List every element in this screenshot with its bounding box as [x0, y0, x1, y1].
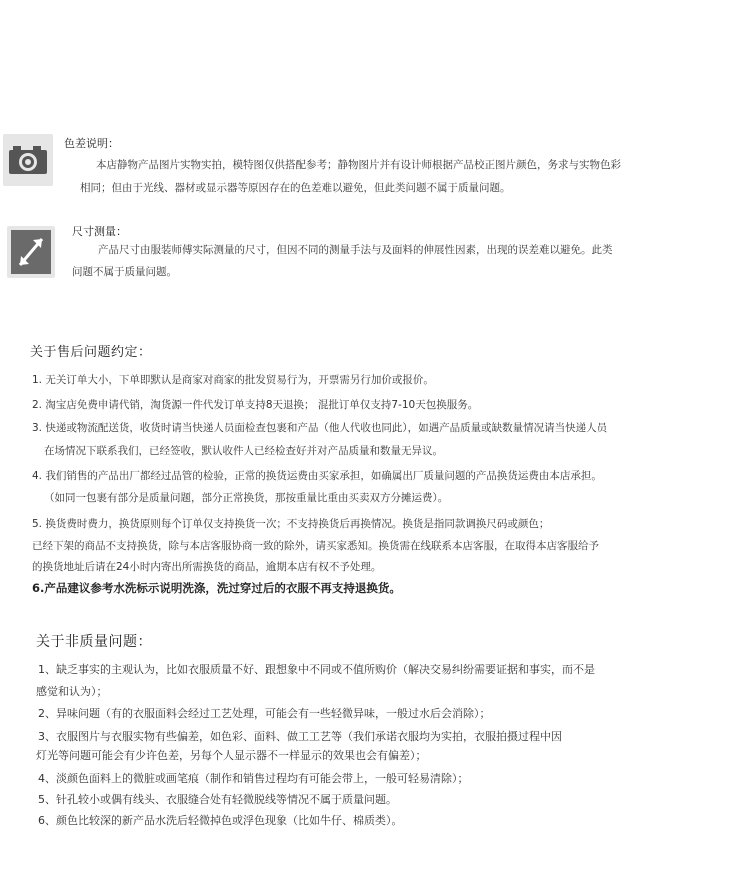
after-sales-heading: 关于售后问题约定： [30, 345, 152, 360]
after-sales-item-1: 1. 无关订单大小，下单即默认是商家对商家的批发贸易行为，开票需另行加价或报价。 [32, 374, 434, 386]
non-quality-item-1-line-1: 1、缺乏事实的主观认为，比如衣服质量不好、跟想象中不同或不值所购价（解决交易纠纷需要证据和事实，而不是 [38, 663, 595, 676]
after-sales-item-3-line-2: 在场情况下联系我们，已经签收，默认收件人已经检查好并对产品质量和数量无异议。 [44, 445, 443, 457]
after-sales-item-3-line-1: 3. 快递或物流配送货，收货时请当快递人员面检查包裹和产品（他人代收也同此），如遇产品质量或缺数量情况请当快递人员 [32, 422, 608, 434]
size-note-title: 尺寸测量： [72, 225, 127, 238]
color-note-line-1: 本店静物产品图片实物实拍，模特图仅供搭配参考；静物图片并有设计师根据产品校正图片颜色，务求与实物色彩 [96, 159, 621, 171]
camera-icon [3, 134, 53, 186]
non-quality-item-6: 6、颜色比较深的新产品水洗后轻微掉色或浮色现象（比如牛仔、棉质类）。 [38, 814, 403, 827]
after-sales-item-4-line-2: （如同一包裹有部分是质量问题，部分正常换货，那按重量比重由买卖双方分摊运费）。 [44, 492, 449, 504]
after-sales-item-4-line-1: 4. 我们销售的产品出厂都经过品管的检验，正常的换货运费由买家承担，如确属出厂质量问题的产品换货运费由本店承担。 [32, 470, 602, 482]
non-quality-item-3-line-2: 灯光等问题可能会有少许色差，另每个人显示器不一样显示的效果也会有偏差）； [36, 749, 427, 762]
resize-arrow-icon [7, 226, 55, 278]
after-sales-item-5-line-2: 已经下架的商品不支持换货，除与本店客服协商一致的除外，请买家悉知。换货需在线联系本店客服，在取得本店客服给予 [32, 540, 599, 552]
after-sales-item-5-line-3: 的换货地址后请在24小时内寄出所需换货的商品，逾期本店有权不予处理。 [32, 561, 382, 573]
non-quality-item-4: 4、淡颜色面料上的微脏或画笔痕（制作和销售过程均有可能会带上，一般可轻易清除）； [38, 772, 469, 785]
non-quality-item-3-line-1: 3、衣服图片与衣服实物有些偏差，如色彩、面料、做工工艺等（我们承诺衣服均为实拍，衣服拍摄过程中因 [38, 730, 562, 743]
non-quality-item-1-line-2: 感觉和认为）； [36, 685, 108, 698]
after-sales-item-2: 2. 淘宝店免费申请代销，淘货源一件代发订单支持8天退换； 混批订单仅支持7-10天包换服务。 [32, 399, 479, 411]
non-quality-item-2: 2、异味问题（有的衣服面料会经过工艺处理，可能会有一些轻微异味，一般过水后会消除）； [38, 707, 491, 720]
size-note-line-2: 问题不属于质量问题。 [72, 266, 177, 278]
color-note-line-2: 相同；但由于光线、器材或显示器等原因存在的色差难以避免，但此类问题不属于质量问题。 [80, 182, 511, 194]
size-note-line-1: 产品尺寸由服装师傅实际测量的尺寸，但因不同的测量手法与及面料的伸展性因素，出现的误差难以避免。此类 [98, 244, 613, 256]
non-quality-heading: 关于非质量问题： [36, 634, 152, 650]
after-sales-item-5-line-1: 5. 换货费时费力，换货原则每个订单仅支持换货一次；不支持换货后再换情况。换货是指同款调换尺码或颜色； [32, 518, 550, 530]
color-note-title: 色差说明： [64, 137, 119, 150]
after-sales-item-6: 6.产品建议参考水洗标示说明洗涤，洗过穿过后的衣服不再支持退换货。 [32, 581, 401, 595]
non-quality-item-5: 5、针孔较小或偶有线头、衣服缝合处有轻微脱线等情况不属于质量问题。 [38, 793, 397, 806]
